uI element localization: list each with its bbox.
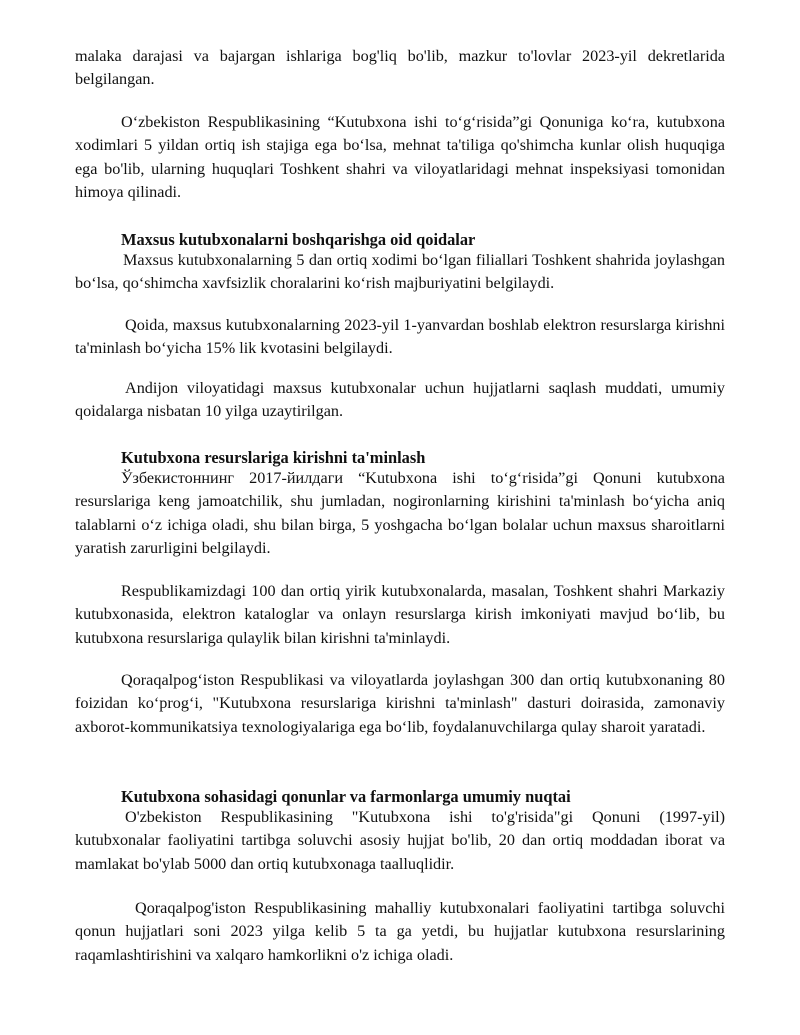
paragraph-7: Respublikamizdagi 100 dan ortiq yirik kutubxonalarda, masalan, Toshkent shahri Markaziy kutubxonasida, elektron kataloglar va onlayn resurslarga kirish imkoniyati mavjud boʻlib, bu kutubxona resurslariga qulaylik bilan kirishni ta'minlaydi.: [75, 582, 725, 647]
paragraph-2: Oʻzbekiston Respublikasining “Kutubxona ishi toʻgʻrisida”gi Qonuniga koʻra, kutubxona xodimlari 5 yildan ortiq ish stajiga ega boʻlsa, mehnat ta'tiliga qo'shimcha kunlar olish huquqiga ega bo'lib, ularning huquqlari Toshkent shahri va viloyatlaridagi mehnat inspeksiyasi tomonidan himoya qilinadi.: [75, 113, 725, 202]
paragraph-3: Maxsus kutubxonalarning 5 dan ortiq xodimi boʻlgan filiallari Toshkent shahrida joylashgan boʻlsa, qoʻshimcha xavfsizlik choralarini koʻrish majburiyatini belgilaydi.: [75, 251, 725, 293]
section-heading-2: Kutubxona resurslariga kirishni ta'minlash: [121, 448, 426, 467]
paragraph-4: Qoida, maxsus kutubxonalarning 2023-yil 1-yanvardan boshlab elektron resurslarga kirishni ta'minlash boʻyicha 15% lik kvotasini belgilaydi.: [75, 316, 725, 358]
paragraph-5: Andijon viloyatidagi maxsus kutubxonalar uchun hujjatlarni saqlash muddati, umumiy qoidalarga nisbatan 10 yilga uzaytirilgan.: [75, 379, 725, 421]
section-heading-1: Maxsus kutubxonalarni boshqarishga oid qoidalar: [121, 230, 476, 249]
paragraph-6: Ўзбекистоннинг 2017-йилдаги “Kutubxona ishi toʻgʻrisida”gi Qonuni kutubxona resurslariga keng jamoatchilik, shu jumladan, nogironlarning kirishini ta'minlash boʻyicha aniq talablarni oʻz ichiga oladi, shu bilan birga, 5 yoshgacha boʻlgan bolalar uchun maxsus sharoitlarni yaratish zarurligini belgilaydi.: [75, 469, 725, 558]
paragraph-8: Qoraqalpogʻiston Respublikasi va viloyatlarda joylashgan 300 dan ortiq kutubxonaning 80 foizidan koʻprogʻi, "Kutubxona resurslariga kirishni ta'minlash" dasturi doirasida, zamonaviy axborot-kommunikatsiya texnologiyalariga ega boʻlib, foydalanuvchilarga qulay sharoit yaratadi.: [75, 671, 725, 736]
section-heading-3: Kutubxona sohasidagi qonunlar va farmonlarga umumiy nuqtai: [121, 787, 571, 806]
paragraph-10: Qoraqalpog'iston Respublikasining mahalliy kutubxonalari faoliyatini tartibga soluvchi qonun hujjatlari soni 2023 yilga kelib 5 ta ga yetdi, bu hujjatlar kutubxona resurslarining raqamlashtirishini va xalqaro hamkorlikni o'z ichiga oladi.: [75, 899, 725, 964]
paragraph-1: malaka darajasi va bajargan ishlariga bog'liq bo'lib, mazkur to'lovlar 2023-yil dekretlarida belgilangan.: [75, 47, 725, 89]
paragraph-9: O'zbekiston Respublikasining "Kutubxona ishi to'g'risida"gi Qonuni (1997-yil) kutubxonalar faoliyatini tartibga soluvchi asosiy hujjat bo'lib, 20 dan ortiq moddadan iborat va mamlakat bo'ylab 5000 dan ortiq kutubxonaga taalluqlidir.: [75, 808, 725, 873]
